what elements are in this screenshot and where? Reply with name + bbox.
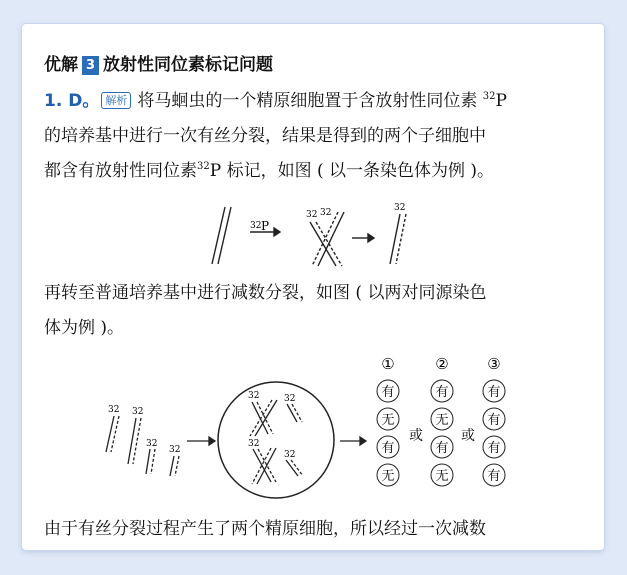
label-32: 32 <box>108 405 120 415</box>
heading-prefix: 优解 <box>44 55 78 75</box>
label-32: 32 <box>248 439 260 449</box>
heading-title: 放射性同位素标记问题 <box>103 55 273 75</box>
label-32: 32 <box>132 407 144 417</box>
cell-label: 有 <box>435 441 449 456</box>
option-column-3 <box>483 355 505 486</box>
label-32: 32 <box>284 394 296 404</box>
chromatid-dashed <box>292 404 302 422</box>
cell-label: 有 <box>381 385 395 400</box>
chromatid-dashed <box>151 449 155 474</box>
solution-card <box>22 24 604 550</box>
cell-label: 无 <box>381 469 395 484</box>
option-column-2 <box>431 355 453 486</box>
or-label: 或 <box>409 428 423 444</box>
chromatid-dashed <box>175 456 179 476</box>
option-number: ③ <box>487 355 501 373</box>
answer-number: 1. D。 <box>44 91 100 111</box>
chromatid-line <box>146 449 150 474</box>
chromatid-line <box>257 448 276 484</box>
label-32: 32 <box>284 450 296 460</box>
or-label: 或 <box>461 428 475 444</box>
line3-post: P 标记，如图 ( 以一条染色体为例 )。 <box>209 161 495 181</box>
cell-label: 有 <box>487 385 501 400</box>
arrow-element: P <box>261 219 270 233</box>
line1-text: 将马蛔虫的一个精原细胞置于含放射性同位素 <box>137 91 478 111</box>
line3-pre: 都含有放射性同位素 <box>44 161 197 181</box>
label-32: 32 <box>169 445 181 455</box>
meiosis-figure <box>22 24 604 550</box>
chromatid-line <box>287 404 297 422</box>
text-line-5: 体为例 )。 <box>44 318 125 338</box>
label-32: 32 <box>306 210 318 220</box>
label-32: 32 <box>394 203 406 213</box>
isotope-mass-2: 32 <box>197 161 210 172</box>
chromatid-line <box>128 418 136 464</box>
label-32: 32 <box>320 208 332 218</box>
cell-label: 有 <box>381 441 395 456</box>
isotope-mass: 32 <box>482 91 496 102</box>
cell-label: 无 <box>435 469 449 484</box>
chromatid-line <box>170 456 174 476</box>
arrow-isotope: 32 <box>250 221 262 231</box>
option-number: ① <box>381 355 395 373</box>
arrow-head <box>360 437 366 445</box>
cell-label: 有 <box>435 385 449 400</box>
text-line-4: 再转至普通培养基中进行减数分裂，如图 ( 以两对同源染色 <box>44 283 487 303</box>
isotope-element: P <box>495 91 507 111</box>
arrow-head <box>209 437 215 445</box>
text-line-2: 的培养基中进行一次有丝分裂，结果是得到的两个子细胞中 <box>44 126 486 146</box>
label-32: 32 <box>248 391 260 401</box>
cell-label: 有 <box>487 413 501 428</box>
cell-label: 无 <box>435 413 449 428</box>
label-32: 32 <box>146 439 158 449</box>
text-line-6: 由于有丝分裂过程产生了两个精原细胞，所以经过一次减数 <box>44 519 486 539</box>
cell-label: 有 <box>487 441 501 456</box>
cell-label: 无 <box>381 413 395 428</box>
cell-circle <box>218 382 334 498</box>
option-number: ② <box>435 355 449 373</box>
heading-number-badge: 3 <box>82 56 99 75</box>
option-column-1 <box>377 355 399 486</box>
analysis-tag: 解析 <box>101 92 131 109</box>
cell-label: 有 <box>487 469 501 484</box>
